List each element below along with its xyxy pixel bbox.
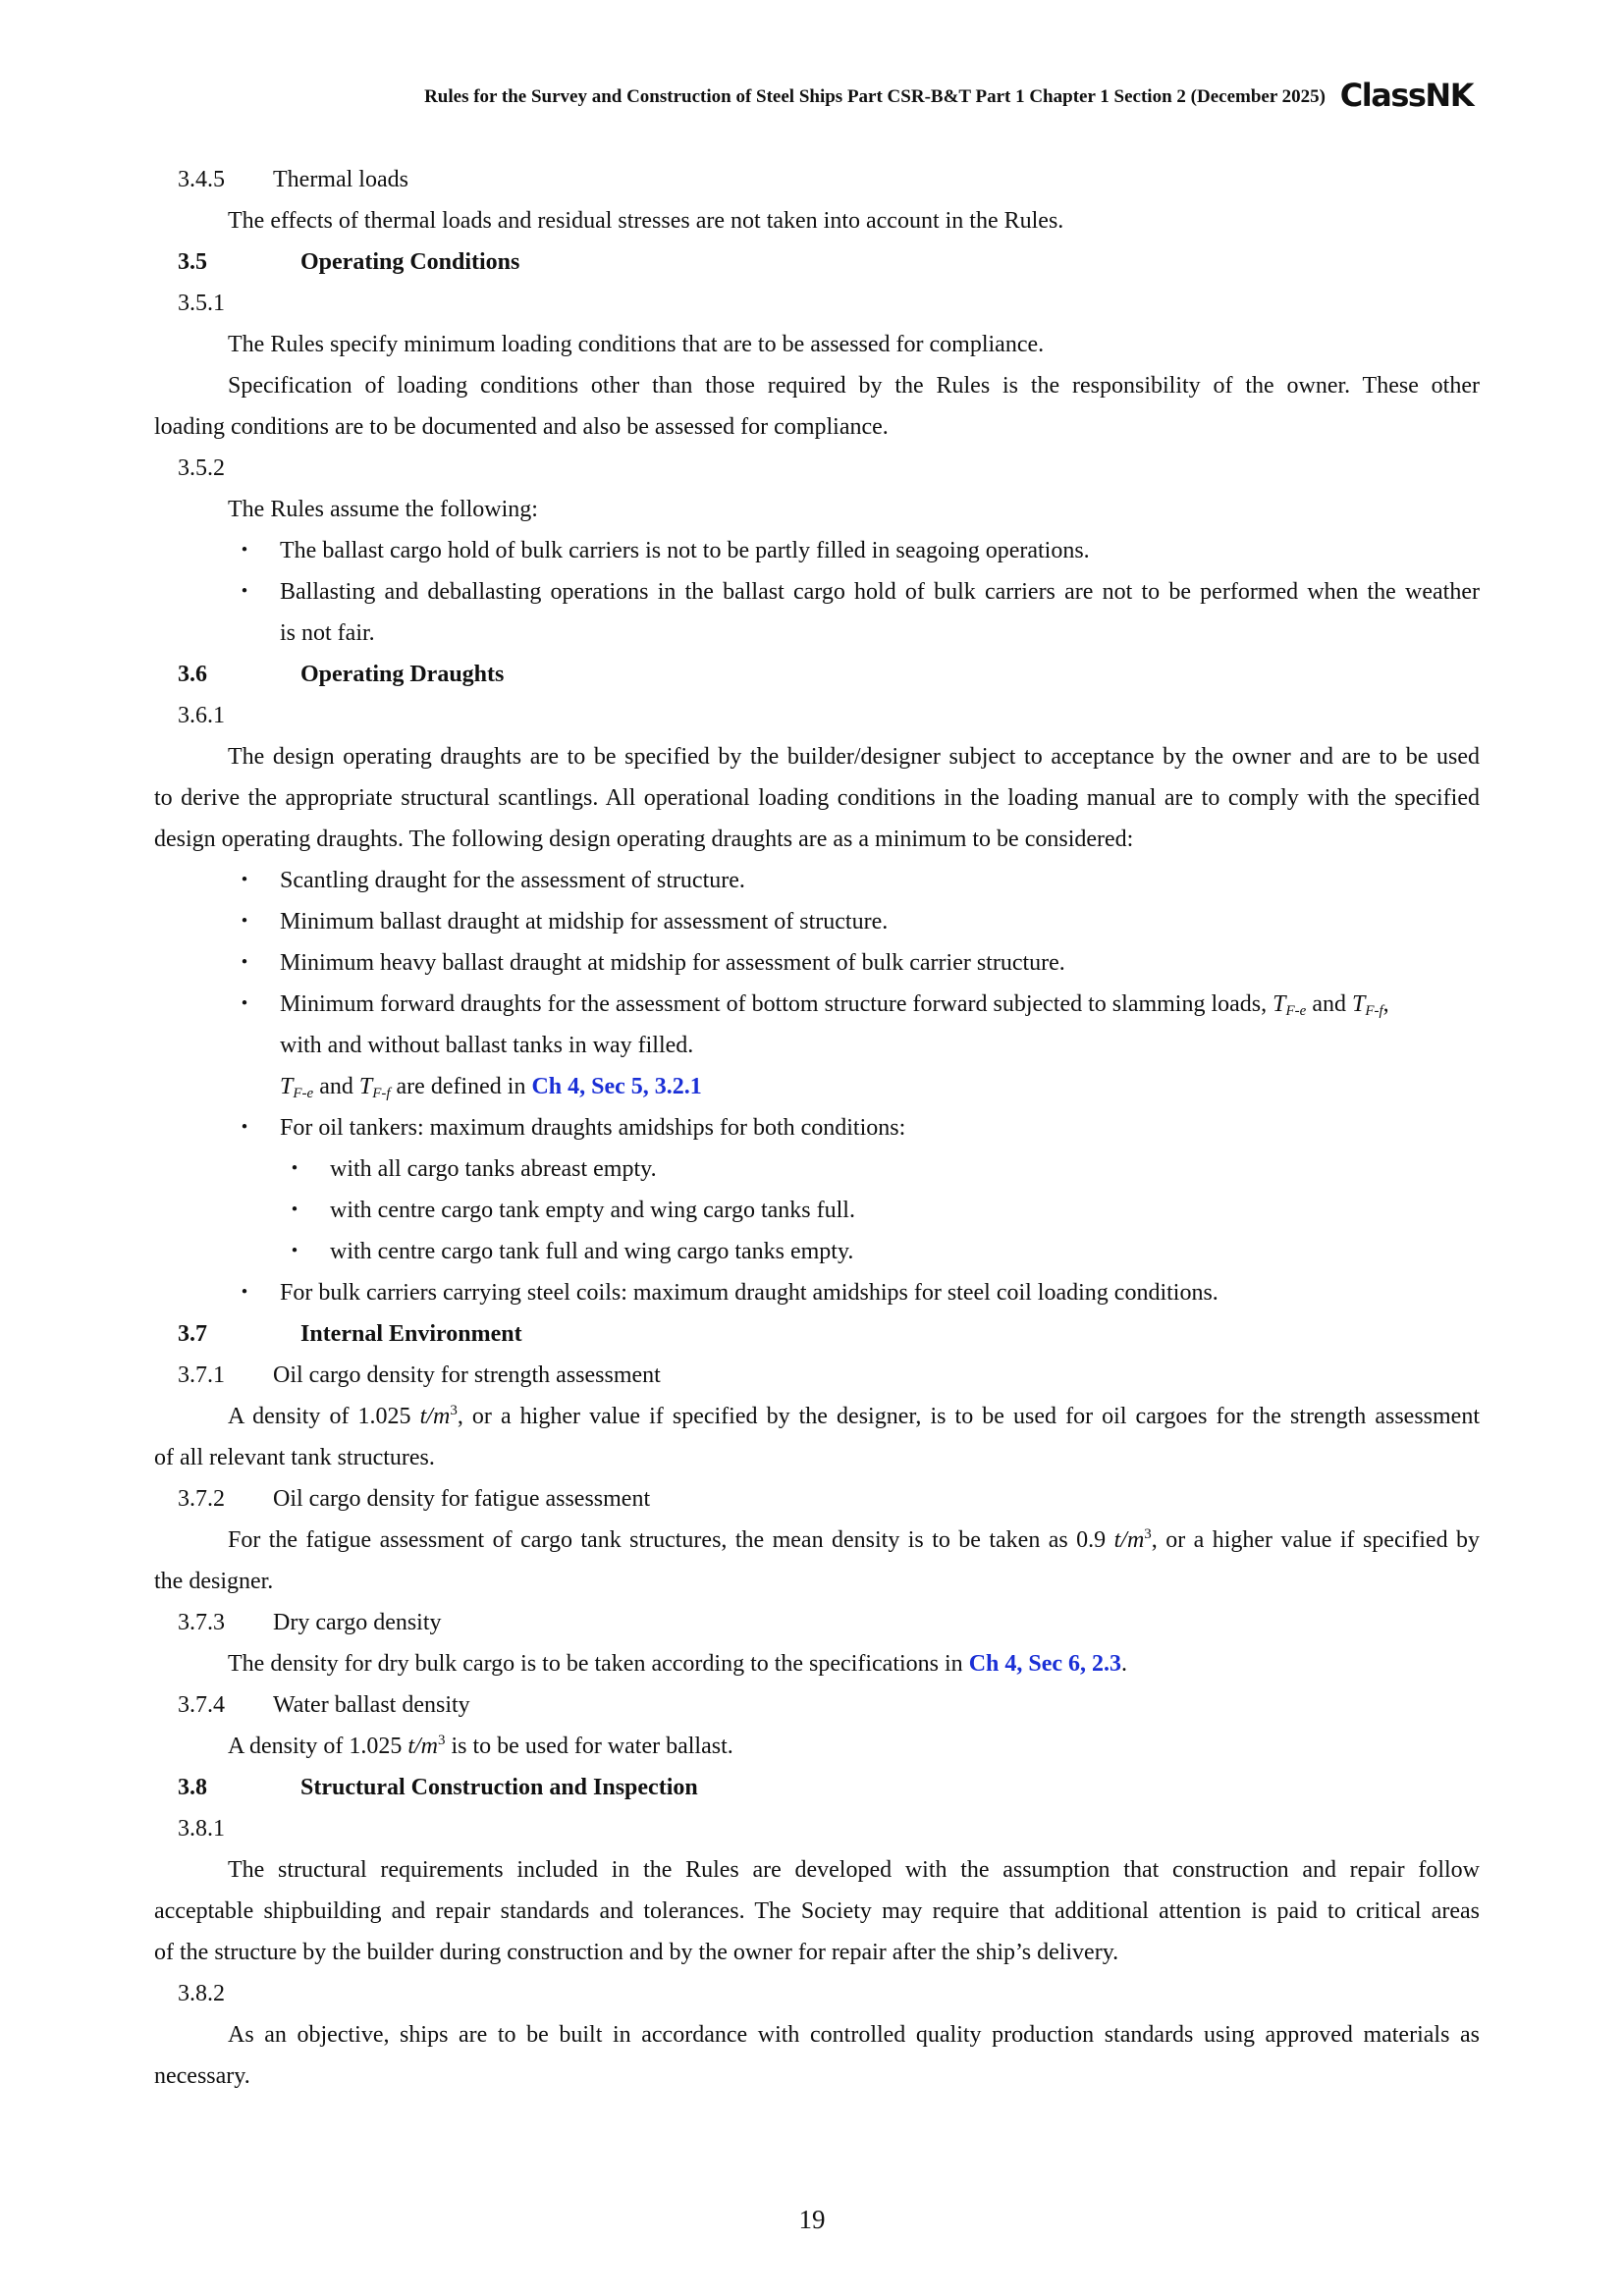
subsection-number: 3.8.2 <box>178 1981 225 2006</box>
subsection-3-4-5 <box>178 165 1480 194</box>
subsection-title: Dry cargo density <box>273 1610 442 1635</box>
section-title: Operating Draughts <box>300 662 505 687</box>
subsection-3-7-4 <box>178 1690 1480 1720</box>
bullet-text: Minimum ballast draught at midship for assessment of structure. <box>280 909 889 934</box>
reference-link-ch4-sec6[interactable]: Ch 4, Sec 6, 2.3 <box>968 1651 1122 1677</box>
paragraph: The density for dry bulk cargo is to be taken according to the specifications in Ch 4, Sec 6, 2.3. <box>228 1651 1128 1677</box>
bullet-item <box>233 1113 1480 1143</box>
subsection-number: 3.7.4 <box>178 1692 225 1718</box>
subsection-number: 3.5.2 <box>178 455 225 481</box>
bullet-icon: ・ <box>233 950 256 976</box>
paragraph: A density of 1.025 $t/m^3$ is to be used for water ballast. <box>228 1733 733 1759</box>
bullet-text: with centre cargo tank full and wing cargo tanks empty. <box>330 1239 854 1264</box>
paragraph-line: Specification of loading conditions other than those required by the Rules is the responsibility of the owner. These other <box>228 373 1480 399</box>
bullet-icon: ・ <box>283 1156 306 1182</box>
bullet-icon: ・ <box>233 579 256 605</box>
bullet-icon: ・ <box>233 909 256 934</box>
paragraph: The Rules assume the following: <box>228 497 538 522</box>
subsection-number: 3.7.2 <box>178 1486 225 1512</box>
sub-bullet-item <box>283 1196 1480 1225</box>
bullet-text: Minimum heavy ballast draught at midship for assessment of bulk carrier structure. <box>280 950 1065 976</box>
bullet-text: Scantling draught for the assessment of structure. <box>280 868 745 893</box>
subsection-title: Oil cargo density for fatigue assessment <box>273 1486 651 1512</box>
classnk-logo: ClassNK <box>1339 77 1473 114</box>
paragraph-line: For the fatigue assessment of cargo tank structures, the mean density is to be taken as 0.9 $t/m^3$, or a higher value if specified by <box>228 1526 1481 1553</box>
paragraph: The effects of thermal loads and residual stresses are not taken into account in the Rules. <box>228 208 1064 234</box>
page-number: 19 <box>798 2205 826 2234</box>
bullet-text: with centre cargo tank empty and wing cargo tanks full. <box>330 1198 855 1223</box>
subsection-number: 3.7.3 <box>178 1610 225 1635</box>
bullet-text: The ballast cargo hold of bulk carriers is not to be partly filled in seagoing operations. <box>280 538 1090 563</box>
bullet-item <box>233 948 1480 978</box>
paragraph-line: As an objective, ships are to be built in accordance with controlled quality production standards using approved materials as <box>228 2022 1480 2048</box>
bullet-text: Minimum forward draughts for the assessment of bottom structure forward subjected to slamming loads, $T_{F-e}$ and $T_{F-f}$, <box>280 991 1389 1019</box>
paragraph-line: loading conditions are to be documented and also be assessed for compliance. <box>154 414 889 440</box>
subsection-number: 3.5.1 <box>178 291 225 316</box>
header-title: Rules for the Survey and Construction of Steel Ships Part CSR-B&T Part 1 Chapter 1 Section 2 (December 2025) <box>424 86 1326 107</box>
bullet-icon: ・ <box>233 1280 256 1306</box>
section-3-5-heading <box>178 247 1480 277</box>
bullet-text: For oil tankers: maximum draughts amidships for both conditions: <box>280 1115 906 1141</box>
bullet-text: For bulk carriers carrying steel coils: maximum draught amidships for steel coil loading conditions. <box>280 1280 1218 1306</box>
bullet-item <box>233 907 1480 936</box>
bullet-icon: ・ <box>283 1198 306 1223</box>
subsection-3-7-3 <box>178 1608 1480 1637</box>
page-header <box>334 77 1473 116</box>
subsection-title: Oil cargo density for strength assessment <box>273 1362 661 1388</box>
bullet-icon: ・ <box>283 1239 306 1264</box>
paragraph-line: The structural requirements included in the Rules are developed with the assumption that construction and repair follow <box>228 1857 1480 1883</box>
bullet-item <box>233 866 1480 895</box>
subsection-3-7-2 <box>178 1484 1480 1514</box>
paragraph-line: the designer. <box>154 1569 274 1594</box>
paragraph-line: design operating draughts. The following design operating draughts are as a minimum to be considered: <box>154 827 1134 852</box>
subsection-title: Thermal loads <box>273 167 408 192</box>
bullet-icon: ・ <box>233 1115 256 1141</box>
bullet-icon: ・ <box>233 991 256 1017</box>
section-title: Structural Construction and Inspection <box>300 1775 698 1800</box>
section-title: Operating Conditions <box>300 249 520 275</box>
subsection-title: Water ballast density <box>273 1692 470 1718</box>
bullet-text: with all cargo tanks abreast empty. <box>330 1156 657 1182</box>
paragraph-line: to derive the appropriate structural scantlings. All operational loading conditions in the loading manual are to comply with the specified <box>154 785 1480 811</box>
paragraph-line: of the structure by the builder during construction and by the owner for repair after the ship’s delivery. <box>154 1940 1119 1965</box>
reference-link-ch4-sec5[interactable]: Ch 4, Sec 5, 3.2.1 <box>531 1074 702 1099</box>
section-3-8-heading <box>178 1773 1480 1802</box>
subsection-3-7-1 <box>178 1361 1480 1390</box>
bullet-item <box>233 1278 1480 1308</box>
subsection-number: 3.8.1 <box>178 1816 225 1842</box>
section-number: 3.7 <box>178 1321 207 1347</box>
paragraph-line: acceptable shipbuilding and repair standards and tolerances. The Society may require that additional attention is paid to critical areas <box>154 1898 1480 1924</box>
bullet-text: is not fair. <box>280 620 375 646</box>
subsection-number: 3.4.5 <box>178 167 225 192</box>
bullet-text: Ballasting and deballasting operations in the ballast cargo hold of bulk carriers are not to be performed when the weather <box>280 579 1480 605</box>
section-title: Internal Environment <box>300 1321 522 1347</box>
bullet-text: with and without ballast tanks in way filled. <box>280 1033 694 1058</box>
section-number: 3.6 <box>178 662 207 687</box>
paragraph: The Rules specify minimum loading conditions that are to be assessed for compliance. <box>228 332 1045 357</box>
bullet-icon: ・ <box>233 868 256 893</box>
paragraph-line: of all relevant tank structures. <box>154 1445 435 1470</box>
paragraph-line: necessary. <box>154 2063 250 2089</box>
bullet-text: $T_{F-e}$ and $T_{F-f}$ are defined in Ch 4, Sec 5, 3.2.1 <box>280 1074 702 1101</box>
bullet-icon: ・ <box>233 538 256 563</box>
sub-bullet-item <box>283 1237 1480 1266</box>
subsection-number: 3.7.1 <box>178 1362 225 1388</box>
section-number: 3.5 <box>178 249 207 275</box>
section-3-7-heading <box>178 1319 1480 1349</box>
paragraph-line: The design operating draughts are to be specified by the builder/designer subject to acceptance by the owner and are to be used <box>228 744 1480 770</box>
subsection-number: 3.6.1 <box>178 703 225 728</box>
section-3-6-heading <box>178 660 1480 689</box>
paragraph-line: A density of 1.025 $t/m^3$, or a higher value if specified by the designer, is to be used for oil cargoes for the strength assessment <box>228 1403 1481 1429</box>
section-number: 3.8 <box>178 1775 207 1800</box>
sub-bullet-item <box>283 1154 1480 1184</box>
bullet-item <box>233 536 1480 565</box>
